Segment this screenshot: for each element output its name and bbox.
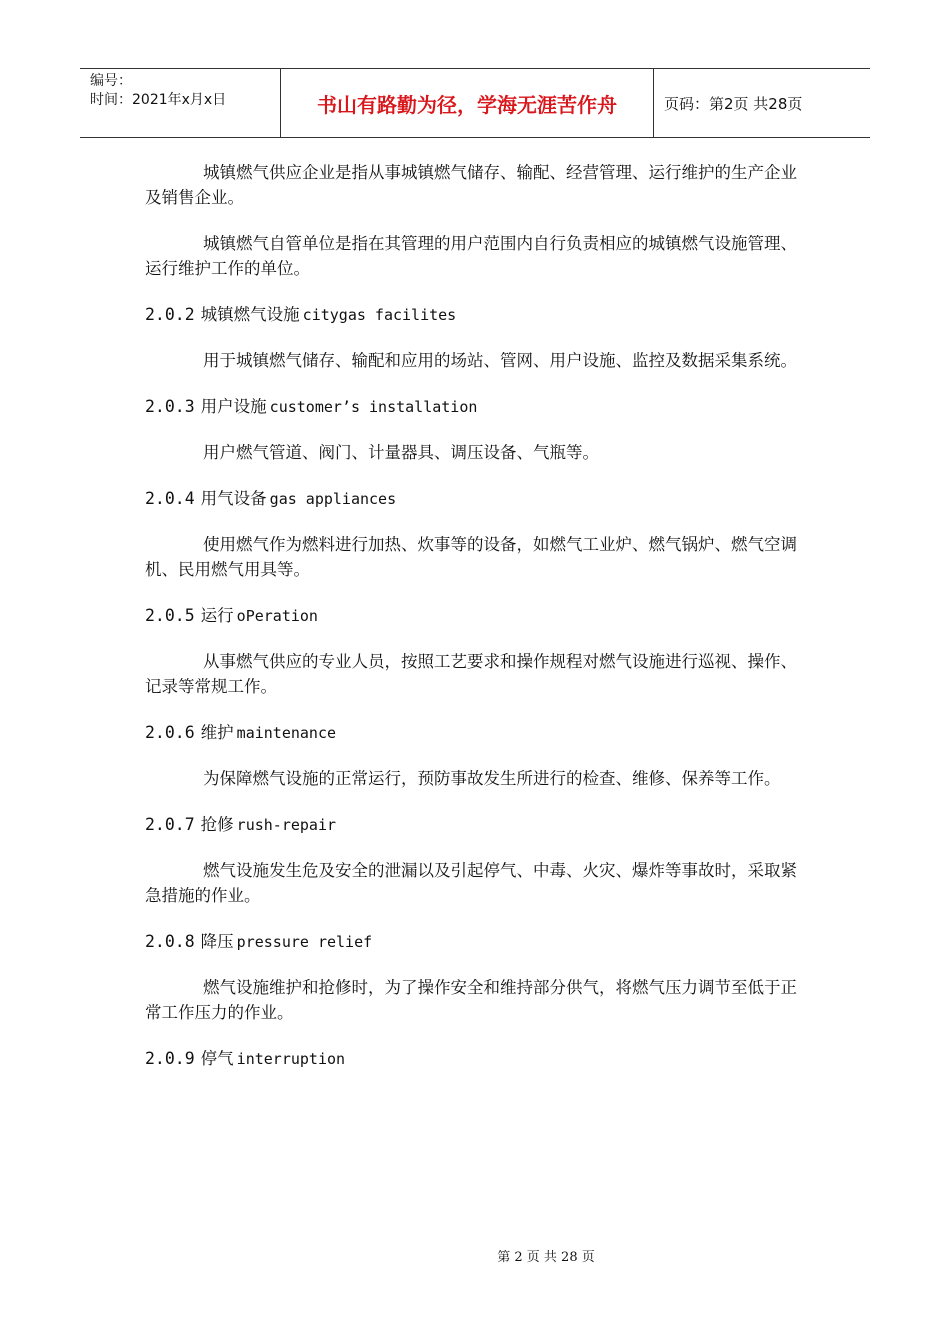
page-footer [0, 1246, 950, 1265]
header-slogan: 书山有路勤为径，学海无涯苦作舟 [281, 69, 654, 137]
term-number: 2.0.4 [145, 489, 195, 508]
term-chinese: 运行 [200, 606, 234, 625]
term-chinese: 城镇燃气设施 [200, 305, 300, 324]
term-heading [145, 394, 805, 420]
term-heading [145, 486, 805, 512]
paragraph: 城镇燃气供应企业是指从事城镇燃气储存、输配、经营管理、运行维护的生产企业及销售企业。 [145, 163, 797, 207]
term-heading [145, 603, 805, 629]
term-chinese: 抢修 [200, 815, 234, 834]
term-english: customer’s installation [269, 398, 478, 416]
term-heading [145, 302, 805, 328]
term-heading [145, 929, 805, 955]
term-english: interruption [236, 1050, 346, 1068]
paragraph: 从事燃气供应的专业人员，按照工艺要求和操作规程对燃气设施进行巡视、操作、记录等常规工作。 [145, 652, 797, 696]
term-english: pressure relief [236, 933, 373, 951]
document-number-label: 编号： [90, 73, 132, 89]
term-number: 2.0.9 [145, 1049, 195, 1068]
paragraph: 用户燃气管道、阀门、计量器具、调压设备、气瓶等。 [203, 443, 599, 462]
term-number: 2.0.6 [145, 723, 195, 742]
term-number: 2.0.3 [145, 397, 195, 416]
header-meta [80, 69, 281, 137]
paragraph: 为保障燃气设施的正常运行，预防事故发生所进行的检查、维修、保养等工作。 [203, 769, 781, 788]
document-body [145, 160, 805, 1092]
header-page-info: 页码：第2页 共28页 [664, 94, 803, 113]
term-number: 2.0.7 [145, 815, 195, 834]
page-header [80, 68, 870, 138]
term-number: 2.0.2 [145, 305, 195, 324]
term-chinese: 用气设备 [200, 489, 267, 508]
term-english: maintenance [236, 724, 337, 742]
paragraph: 燃气设施维护和抢修时，为了操作安全和维持部分供气，将燃气压力调节至低于正常工作压力的作业。 [145, 978, 797, 1022]
term-english: citygas facilites [302, 306, 457, 324]
document-time-label: 时间：2021年x月x日 [90, 92, 227, 108]
paragraph: 使用燃气作为燃料进行加热、炊事等的设备，如燃气工业炉、燃气锅炉、燃气空调机、民用燃气用具等。 [145, 535, 797, 579]
term-english: rush-repair [236, 816, 337, 834]
term-english: oPeration [236, 607, 318, 625]
term-chinese: 停气 [200, 1049, 234, 1068]
term-english: gas appliances [269, 490, 397, 508]
term-chinese: 降压 [200, 932, 234, 951]
paragraph: 燃气设施发生危及安全的泄漏以及引起停气、中毒、火灾、爆炸等事故时，采取紧急措施的作业。 [145, 861, 797, 905]
term-number: 2.0.8 [145, 932, 195, 951]
term-heading [145, 720, 805, 746]
paragraph: 城镇燃气自管单位是指在其管理的用户范围内自行负责相应的城镇燃气设施管理、运行维护工作的单位。 [145, 234, 797, 278]
term-chinese: 用户设施 [200, 397, 267, 416]
term-heading [145, 1046, 805, 1072]
footer-page-number: 第 2 页 共 28 页 [497, 1250, 595, 1265]
paragraph: 用于城镇燃气储存、输配和应用的场站、管网、用户设施、监控及数据采集系统。 [203, 351, 797, 370]
term-chinese: 维护 [200, 723, 234, 742]
term-heading [145, 812, 805, 838]
term-number: 2.0.5 [145, 606, 195, 625]
